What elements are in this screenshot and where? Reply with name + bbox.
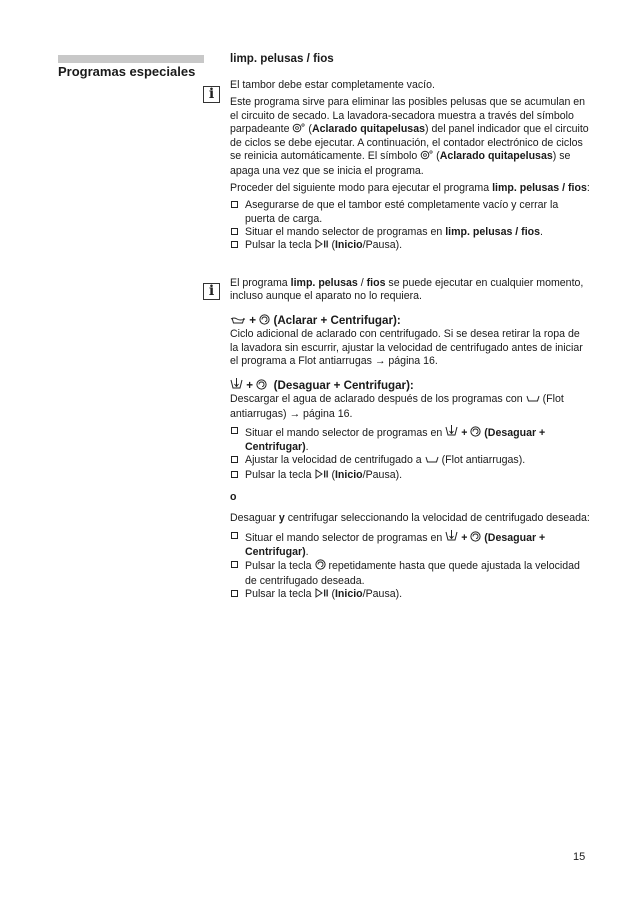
spin-icon <box>470 531 481 546</box>
info-text-2: Este programa sirve para eliminar las posibles pelusas que se acumulan en el circuito de secado. La lavadora-secadora muestra a través del símbolo parpadeante (Aclarado quitapelusas) del panel indicador que el circuito de ciclos se debe ejecutar. A continuación, el contador electrónico de ciclos se reinicia automáticamente. El símbolo (Aclarado quitapelusas) se apaga una vez que se inicia el programa. <box>230 96 589 177</box>
aclarar-text: Ciclo adicional de aclarado con centrifugado. Si se desea retirar la ropa de la lavadora sin escurrir, ajustar la velocidad de centrifugado antes de iniciar el programa a Flot antiarrugas → página 16. <box>230 328 583 367</box>
list-item: Pulsar la tecla (Inicio/Pausa). <box>230 239 590 253</box>
checkbox-bullet-icon <box>231 471 238 478</box>
checkbox-bullet-icon <box>231 590 238 597</box>
section-title: Programas especiales <box>58 64 196 79</box>
drain-icon <box>230 378 243 393</box>
rinse-icon <box>230 315 246 328</box>
list-item: Asegurarse de que el tambor esté completamente vacío y cerrar la puerta de carga. <box>230 199 590 226</box>
desaguar-section <box>230 378 590 602</box>
lint-rinse-icon <box>420 150 433 164</box>
info-block-2 <box>230 277 590 304</box>
info-text-3: El programa limp. pelusas / fios se puede ejecutar en cualquier momento, incluso aunque el aparato no lo requiera. <box>230 277 584 303</box>
list-item: Pulsar la tecla (Inicio/Pausa). <box>230 588 590 602</box>
section-bar <box>58 55 204 63</box>
aclarar-title: + (Aclarar + Centrifugar): <box>230 314 590 328</box>
checkbox-bullet-icon <box>231 532 238 539</box>
desaguar-title: + (Desaguar + Centrifugar): <box>230 378 590 393</box>
drain-icon <box>445 530 458 546</box>
start-pause-icon <box>315 239 329 253</box>
page-number: 15 <box>573 851 586 863</box>
spin-icon <box>470 426 481 441</box>
info-block-1 <box>230 79 590 254</box>
drain-icon <box>445 425 458 441</box>
desaguar-list <box>230 425 590 483</box>
checkbox-bullet-icon <box>231 456 238 463</box>
or-separator: o <box>230 491 237 504</box>
spin-icon <box>256 379 267 393</box>
alt-intro: Desaguar y centrifugar seleccionando la velocidad de centrifugado deseada: <box>230 512 590 525</box>
list-item: Ajustar la velocidad de centrifugado a (Flot antiarrugas). <box>230 454 590 468</box>
aclarar-section <box>230 314 590 368</box>
info-text-1: El tambor debe estar completamente vacío. <box>230 79 435 91</box>
desaguar-text: Descargar el agua de aclarado después de los programas con (Flot antiarrugas) → página 16. <box>230 393 564 420</box>
procedure-list <box>230 199 590 253</box>
start-pause-icon <box>315 469 329 483</box>
checkbox-bullet-icon <box>231 201 238 208</box>
lint-rinse-icon <box>292 123 305 137</box>
spin-icon <box>259 314 270 328</box>
checkbox-bullet-icon <box>231 228 238 235</box>
alt-list <box>230 530 590 602</box>
list-item: Situar el mando selector de programas en + (Desaguar + Centrifugar). <box>230 530 590 560</box>
list-item: Pulsar la tecla repetidamente hasta que quede ajustada la velocidad de centrifugado deseada. <box>230 559 590 588</box>
list-item: Situar el mando selector de programas en limp. pelusas / fios. <box>230 226 590 239</box>
list-item: Pulsar la tecla (Inicio/Pausa). <box>230 469 590 483</box>
spin-icon <box>315 559 326 574</box>
checkbox-bullet-icon <box>231 561 238 568</box>
info-icon: i <box>203 86 220 103</box>
program-heading: limp. pelusas / fios <box>230 52 334 65</box>
info-icon: i <box>203 283 220 300</box>
procedure-intro: Proceder del siguiente modo para ejecutar el programa limp. pelusas / fios: <box>230 182 590 195</box>
checkbox-bullet-icon <box>231 427 238 434</box>
list-item: Situar el mando selector de programas en + (Desaguar + Centrifugar). <box>230 425 590 455</box>
rinse-hold-icon <box>526 394 540 407</box>
rinse-hold-icon <box>425 455 439 468</box>
start-pause-icon <box>315 588 329 602</box>
checkbox-bullet-icon <box>231 241 238 248</box>
